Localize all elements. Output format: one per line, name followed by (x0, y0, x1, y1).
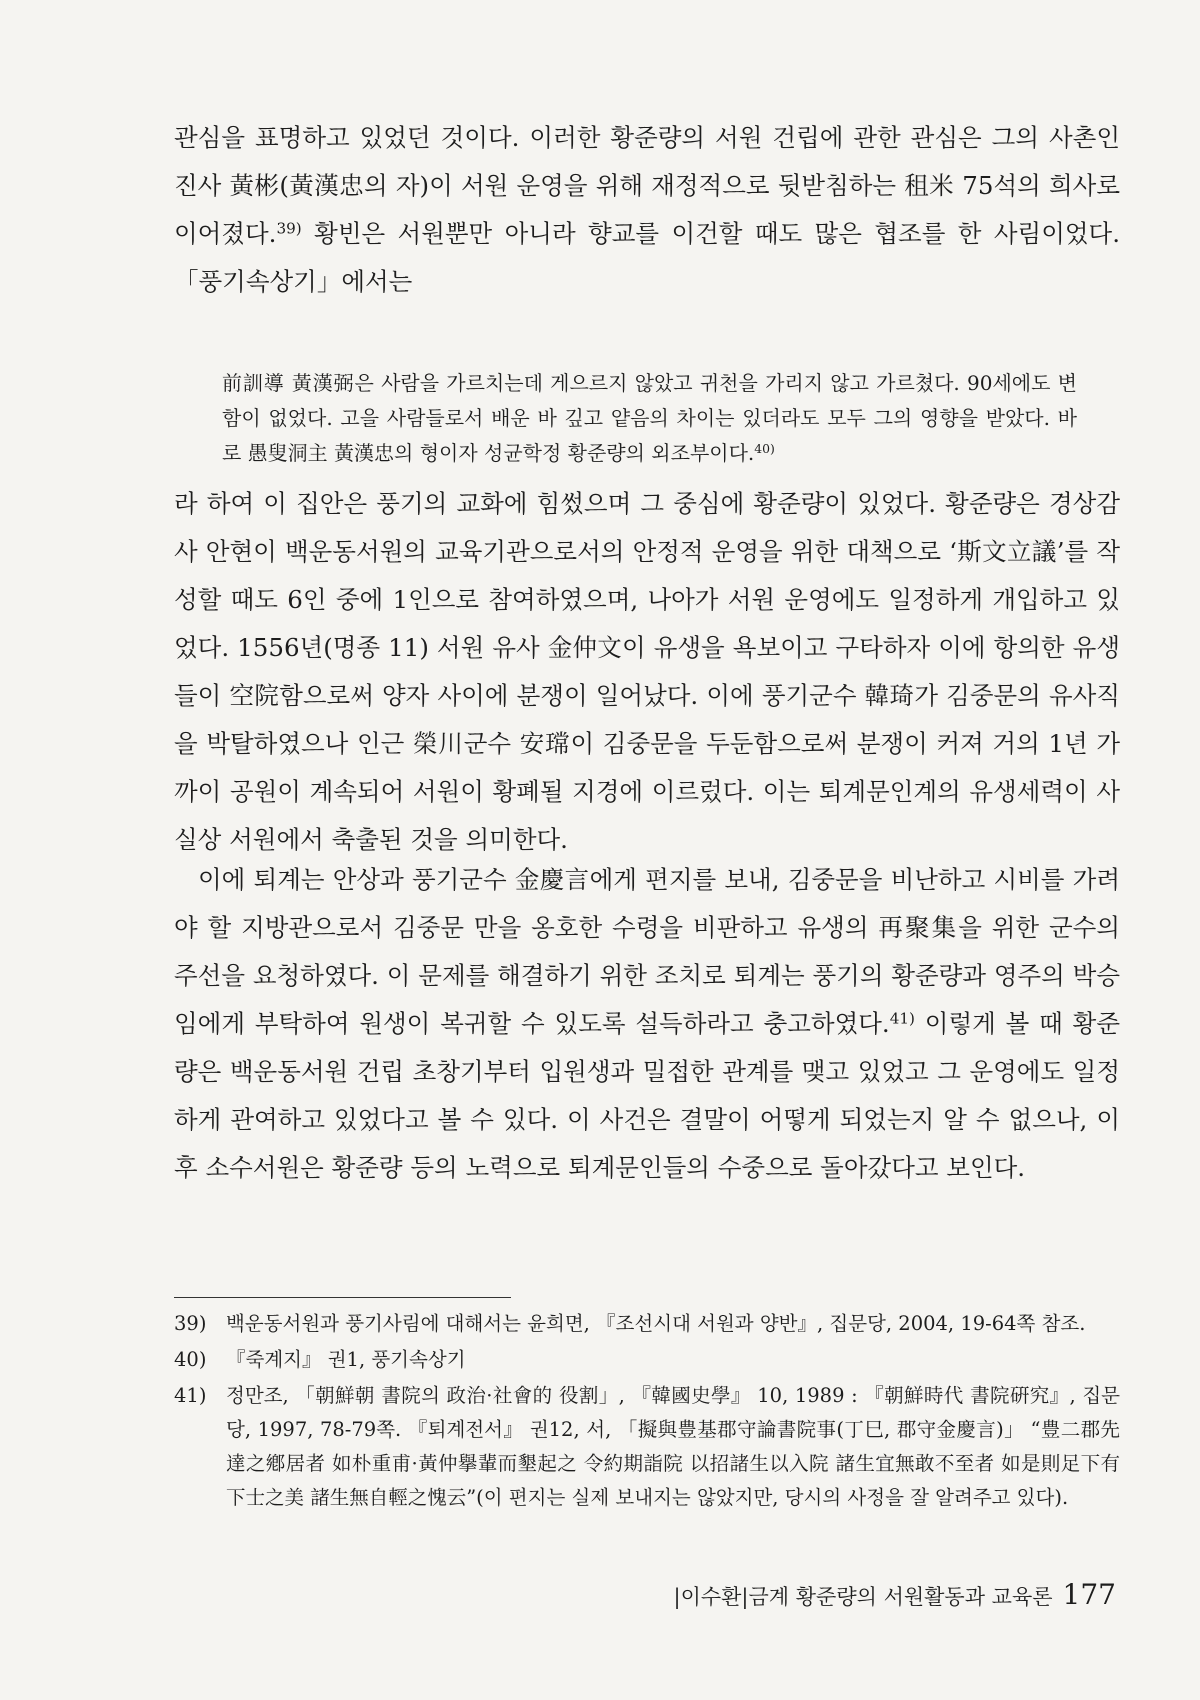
footnote-divider (174, 1297, 511, 1298)
footnote-text: 『죽계지』 권1, 풍기속상기 (226, 1348, 466, 1371)
body-text-segment: 이렇게 볼 때 황준량은 백운동서원 건립 초창기부터 입원생과 밀접한 관계를 맺고 있었고 그 운영에도 일정하게 관여하고 있었다고 볼 수 있다. 이 사건은 결말이 어떻게 되었는지 알 수 없으나, 이후 소수서원은 황준량 등의 노력으로 퇴계문인들의 수중으로 돌아갔다고 보인다. (174, 1009, 1120, 1182)
footnote-39 (174, 1307, 1120, 1341)
quote-text: 前訓導 黃漢弼은 사람을 가르치는데 게으르지 않았고 귀천을 가리지 않고 가르쳤다. 90세에도 변함이 없었다. 고을 사람들로서 배운 바 깊고 얕음의 차이는 있더라도 모두 그의 영향을 받았다. 바로 愚叟洞主 黃漢忠의 형이자 성균학정 황준량의 외조부이다. (222, 371, 1077, 465)
body-text-segment: 황빈은 서원뿐만 아니라 향교를 이건할 때도 많은 협조를 한 사림이었다. 「풍기속상기」에서는 (174, 219, 1120, 296)
footnote-ref-40[interactable]: 40) (754, 441, 775, 457)
page-footer (674, 1578, 1117, 1611)
footnote-text: 백운동서원과 풍기사림에 대해서는 윤희면, 『조선시대 서원과 양반』, 집문당, 2004, 19-64쪽 참조. (226, 1312, 1086, 1335)
running-head: |이수환|금계 황준량의 서원활동과 교육론 (673, 1585, 1053, 1609)
footnote-number: 41) (174, 1384, 207, 1407)
footnote-text: 정만조, 「朝鮮朝 書院의 政治·社會的 役割」, 『韓國史學』 10, 1989 : 『朝鮮時代 書院硏究』, 집문당, 1997, 78-79쪽. 『퇴계전서』 권12, 서, 「擬與豊基郡守論書院事(丁巳, 郡守金慶言)」 “豊二郡先達之鄕居者 如朴重甫·黃仲擧輩而墾起之 令約期詣院 以招諸生以入院 諸生宜無敢不至者 如是則足下有下士之美 諸生無自輕之愧云”(이 편지는 실제 보내지는 않았지만, 당시의 사정을 잘 알려주고 있다). (226, 1384, 1120, 1509)
footnotes (174, 1307, 1120, 1517)
footnote-41 (174, 1379, 1120, 1515)
footnote-number: 40) (174, 1348, 207, 1371)
footnote-40 (174, 1343, 1120, 1377)
block-quote (222, 366, 1077, 471)
body-paragraph-top (174, 114, 1120, 306)
body-paragraph-bottom (174, 856, 1120, 1192)
body-text-segment: 이에 퇴계는 안상과 풍기군수 金慶言에게 편지를 보내, 김중문을 비난하고 시비를 가려야 할 지방관으로서 김중문 만을 옹호한 수령을 비판하고 유생의 再聚集을 위한 군수의 주선을 요청하였다. 이 문제를 해결하기 위한 조치로 퇴계는 풍기의 황준량과 영주의 박승임에게 부탁하여 원생이 복귀할 수 있도록 설득하라고 충고하였다. (174, 865, 1120, 1038)
footnote-ref-39[interactable]: 39) (276, 219, 302, 238)
body-text-segment: 관심을 표명하고 있었던 것이다. 이러한 황준량의 서원 건립에 관한 관심은 그의 사촌인 진사 黃彬(黃漢忠의 자)이 서원 운영을 위해 재정적으로 뒷받침하는 租米 75석의 희사로 이어졌다. (174, 123, 1120, 248)
body-paragraph-middle (174, 480, 1120, 864)
body-text-segment: 라 하여 이 집안은 풍기의 교화에 힘썼으며 그 중심에 황준량이 있었다. 황준량은 경상감사 안현이 백운동서원의 교육기관으로서의 안정적 운영을 위한 대책으로 ‘斯文立議’를 작성할 때도 6인 중에 1인으로 참여하였으며, 나아가 서원 운영에도 일정하게 개입하고 있었다. 1556년(명종 11) 서원 유사 金仲文이 유생을 욕보이고 구타하자 이에 항의한 유생들이 空院함으로써 양자 사이에 분쟁이 일어났다. 이에 풍기군수 韓琦가 김중문의 유사직을 박탈하였으나 인근 榮川군수 安瑺이 김중문을 두둔함으로써 분쟁이 커져 거의 1년 가까이 공원이 계속되어 서원이 황폐될 지경에 이르렀다. 이는 퇴계문인계의 유생세력이 사실상 서원에서 축출된 것을 의미한다. (174, 489, 1120, 854)
page-number: 177 (1062, 1578, 1116, 1611)
footnote-ref-41[interactable]: 41) (889, 1009, 915, 1028)
footnote-number: 39) (174, 1312, 207, 1335)
